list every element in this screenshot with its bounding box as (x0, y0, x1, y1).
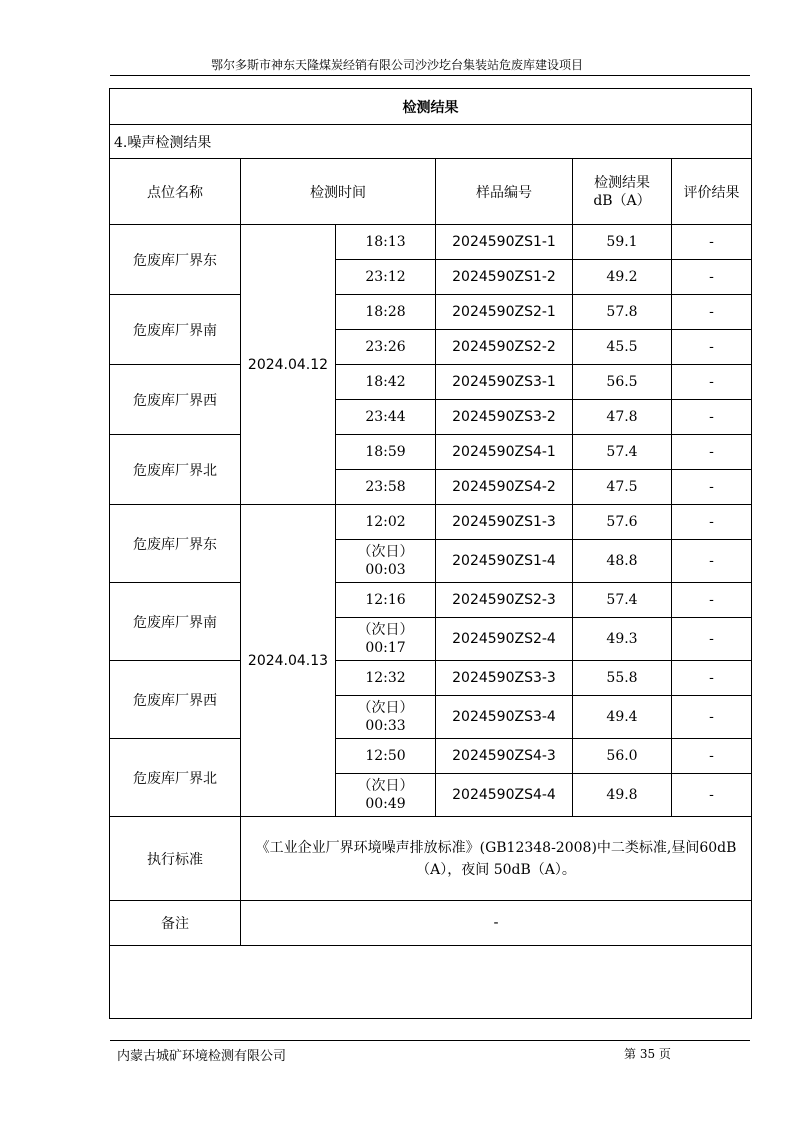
sample-id: 2024590ZS4-2 (436, 470, 573, 505)
test-time (336, 618, 436, 661)
point-name: 危废库厂界西 (110, 365, 241, 435)
remark-label: 备注 (110, 901, 241, 946)
test-time (336, 696, 436, 739)
point-name: 危废库厂界东 (110, 225, 241, 295)
col-header-time: 检测时间 (241, 159, 436, 225)
result-value: 48.8 (573, 540, 672, 583)
sample-id: 2024590ZS2-2 (436, 330, 573, 365)
col-header-result-line2: dB（A） (593, 192, 651, 209)
sample-id: 2024590ZS4-3 (436, 739, 573, 774)
result-value: 49.3 (573, 618, 672, 661)
eval-value: - (672, 739, 752, 774)
test-time: 12:16 (336, 583, 436, 618)
sample-id: 2024590ZS2-4 (436, 618, 573, 661)
point-name: 危废库厂界西 (110, 661, 241, 739)
remark-value: - (241, 901, 752, 946)
result-value: 59.1 (573, 225, 672, 260)
test-time-value: 00:17 (365, 640, 406, 656)
sample-id: 2024590ZS4-4 (436, 774, 573, 817)
point-name: 危废库厂界北 (110, 739, 241, 817)
standard-label: 执行标准 (110, 817, 241, 901)
test-time: 18:13 (336, 225, 436, 260)
result-value: 56.5 (573, 365, 672, 400)
table-title: 检测结果 (110, 89, 752, 125)
result-value: 49.4 (573, 696, 672, 739)
test-time-value: 00:49 (365, 796, 406, 812)
eval-value: - (672, 618, 752, 661)
footer-page-number: 第 35 页 (624, 1047, 671, 1061)
eval-value: - (672, 470, 752, 505)
result-value: 57.8 (573, 295, 672, 330)
next-day-label: （次日） (357, 544, 414, 560)
sample-id: 2024590ZS3-4 (436, 696, 573, 739)
sample-id: 2024590ZS3-2 (436, 400, 573, 435)
result-value: 49.8 (573, 774, 672, 817)
point-name: 危废库厂界北 (110, 435, 241, 505)
test-time: 18:59 (336, 435, 436, 470)
header-rule (110, 75, 750, 76)
sample-id: 2024590ZS3-1 (436, 365, 573, 400)
eval-value: - (672, 435, 752, 470)
test-time: 18:28 (336, 295, 436, 330)
test-time (336, 540, 436, 583)
result-value: 55.8 (573, 661, 672, 696)
result-value: 47.8 (573, 400, 672, 435)
sample-id: 2024590ZS2-3 (436, 583, 573, 618)
col-header-eval: 评价结果 (672, 159, 752, 225)
sample-id: 2024590ZS1-4 (436, 540, 573, 583)
test-time-value: 00:33 (365, 718, 406, 734)
test-time (336, 774, 436, 817)
eval-value: - (672, 400, 752, 435)
test-time: 12:50 (336, 739, 436, 774)
col-header-result-line1: 检测结果 (594, 174, 650, 191)
eval-value: - (672, 295, 752, 330)
standard-text: 《工业企业厂界环境噪声排放标准》(GB12348-2008)中二类标准,昼间60dB（A），夜间 50dB（A）。 (241, 817, 752, 901)
result-value: 45.5 (573, 330, 672, 365)
col-header-point: 点位名称 (110, 159, 241, 225)
result-value: 57.4 (573, 583, 672, 618)
blank-row (110, 946, 752, 1019)
eval-value: - (672, 225, 752, 260)
point-name: 危废库厂界南 (110, 583, 241, 661)
test-time: 18:42 (336, 365, 436, 400)
eval-value: - (672, 260, 752, 295)
eval-value: - (672, 365, 752, 400)
point-name: 危废库厂界东 (110, 505, 241, 583)
eval-value: - (672, 696, 752, 739)
sample-id: 2024590ZS3-3 (436, 661, 573, 696)
eval-value: - (672, 774, 752, 817)
point-name: 危废库厂界南 (110, 295, 241, 365)
eval-value: - (672, 661, 752, 696)
eval-value: - (672, 540, 752, 583)
sample-id: 2024590ZS1-2 (436, 260, 573, 295)
footer-company: 内蒙古城矿环境检测有限公司 (117, 1049, 287, 1064)
result-value: 49.2 (573, 260, 672, 295)
result-value: 57.4 (573, 435, 672, 470)
sample-id: 2024590ZS1-1 (436, 225, 573, 260)
test-time: 23:12 (336, 260, 436, 295)
next-day-label: （次日） (357, 778, 414, 794)
page-header: 鄂尔多斯市神东天隆煤炭经销有限公司沙沙圪台集装站危废库建设项目 (210, 58, 583, 72)
sample-id: 2024590ZS1-3 (436, 505, 573, 540)
eval-value: - (672, 583, 752, 618)
section-heading: 4.噪声检测结果 (110, 125, 752, 159)
col-header-sample: 样品编号 (436, 159, 573, 225)
test-time: 23:44 (336, 400, 436, 435)
test-time: 23:26 (336, 330, 436, 365)
col-header-result (573, 159, 672, 225)
sample-id: 2024590ZS4-1 (436, 435, 573, 470)
eval-value: - (672, 505, 752, 540)
result-value: 57.6 (573, 505, 672, 540)
sample-id: 2024590ZS2-1 (436, 295, 573, 330)
test-date: 2024.04.13 (241, 505, 336, 817)
test-time: 23:58 (336, 470, 436, 505)
test-time-value: 00:03 (365, 562, 406, 578)
test-time: 12:02 (336, 505, 436, 540)
noise-results-table (109, 88, 752, 1019)
test-date: 2024.04.12 (241, 225, 336, 505)
footer-rule (110, 1040, 750, 1041)
test-time: 12:32 (336, 661, 436, 696)
result-value: 47.5 (573, 470, 672, 505)
result-value: 56.0 (573, 739, 672, 774)
next-day-label: （次日） (357, 700, 414, 716)
next-day-label: （次日） (357, 622, 414, 638)
eval-value: - (672, 330, 752, 365)
